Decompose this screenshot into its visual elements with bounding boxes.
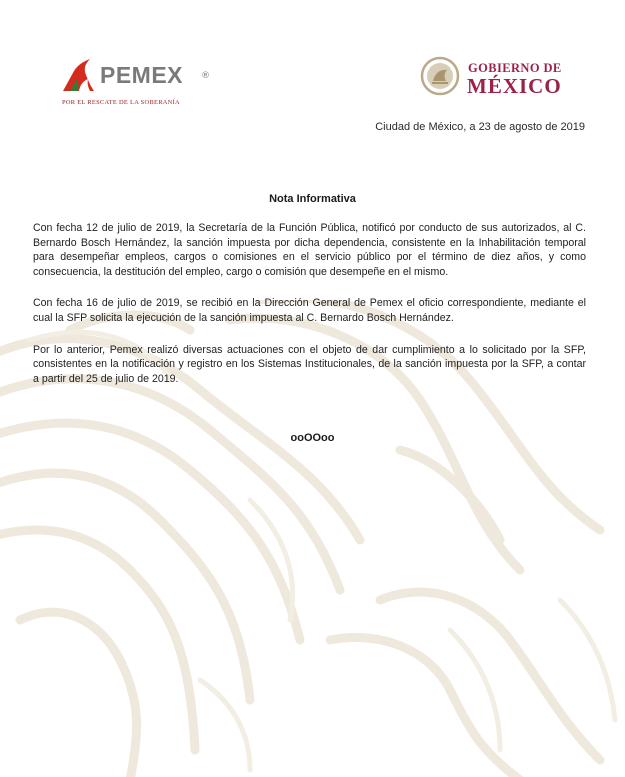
paragraph-1: Con fecha 12 de julio de 2019, la Secretaría de la Función Pública, notificó por conducto de sus autorizados, al C. Bernardo Bosch Hernández, la sanción impuesta por dicha dependencia, consistente en la Inhabilitación temporal para desempeñar empleos, cargos o comisiones en el servicio público por el término de diez años, y como consecuencia, la destitución del empleo, cargo o comisión que desempeñe en el mismo. [33,222,586,278]
pemex-logo [60,55,220,110]
paragraph-2: Con fecha 16 de julio de 2019, se recibió en la Dirección General de Pemex el oficio correspondiente, mediante el cual la SFP solicita la ejecución de la sanción impuesta al C. Bernardo Bosch Hernández. [33,297,586,324]
pemex-flame-icon [60,57,98,93]
pemex-wordmark: PEMEX [100,62,184,88]
document-title: Nota Informativa [269,193,356,205]
gobierno-de-mexico-logo [420,55,600,100]
mexico-label: MÉXICO [467,74,562,98]
registered-mark: ® [201,71,210,81]
pemex-tagline: POR EL RESCATE DE LA SOBERANÍA [62,99,180,106]
closing-mark: ooOOoo [290,432,335,444]
paragraph-3: Por lo anterior, Pemex realizó diversas actuaciones con el objeto de dar cumplimiento a lo solicitado por la SFP, consistentes en la notificación y registro en los Sistemas Institucionales, de la sanción impuesta por la SFP, a contar a partir del 25 de julio de 2019. [33,343,586,385]
document-date: Ciudad de México, a 23 de agosto de 2019 [375,121,585,133]
national-seal-icon [420,55,460,97]
gobierno-de-label: GOBIERNO DE [468,61,562,75]
document-body [33,221,586,403]
